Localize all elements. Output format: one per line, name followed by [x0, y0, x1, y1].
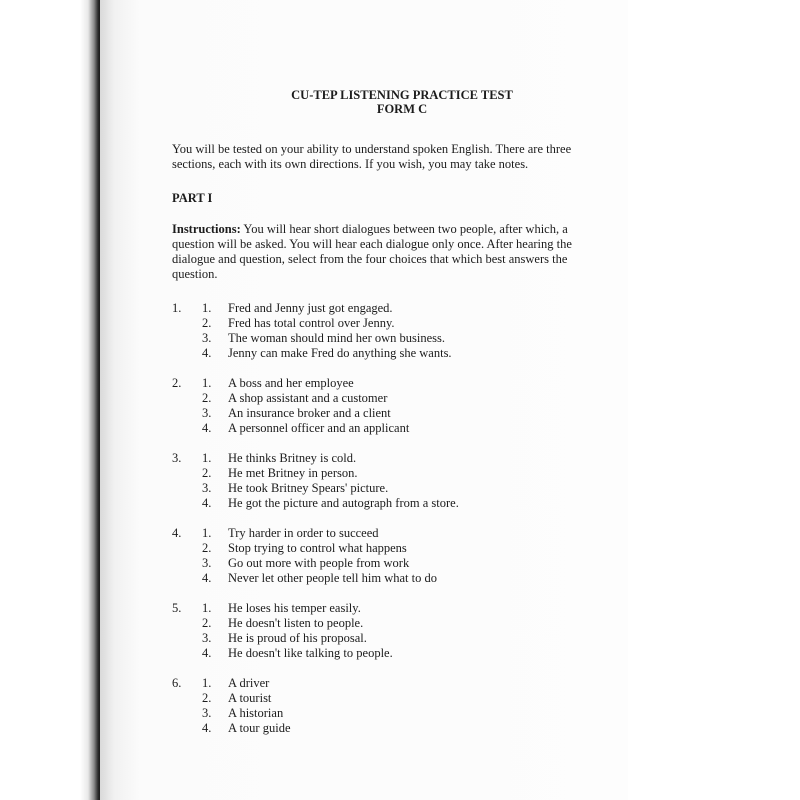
option-number: 4. — [202, 346, 212, 360]
option-number: 3. — [202, 631, 212, 645]
answer-option — [172, 496, 592, 511]
option-text: A driver — [228, 676, 270, 690]
option-text: He met Britney in person. — [228, 466, 358, 480]
option-text: An insurance broker and a client — [228, 406, 391, 420]
instructions-text: You will hear short dialogues between two people, after which, a question will be asked. You will hear each dialogue only once. After hearing the dialogue and question, select from the four choices that which best answers the question. — [172, 222, 572, 281]
question-number: 2. — [172, 376, 182, 390]
title-line-1: CU-TEP LISTENING PRACTICE TEST — [291, 88, 513, 102]
instructions-label: Instructions: — [172, 222, 241, 236]
option-text: A personnel officer and an applicant — [228, 421, 410, 435]
option-number: 4. — [202, 421, 212, 435]
option-text: A boss and her employee — [228, 376, 354, 390]
question-2 — [172, 376, 592, 436]
option-text: He doesn't listen to people. — [228, 616, 364, 630]
option-text: He doesn't like talking to people. — [228, 646, 393, 660]
answer-option — [172, 331, 592, 346]
option-text: Fred has total control over Jenny. — [228, 316, 395, 330]
option-number: 3. — [202, 331, 212, 345]
answer-option — [172, 691, 592, 706]
option-number: 2. — [202, 691, 212, 705]
answer-option — [172, 376, 592, 391]
option-text: A shop assistant and a customer — [228, 391, 388, 405]
option-text: Fred and Jenny just got engaged. — [228, 301, 393, 315]
answer-option — [172, 721, 592, 736]
question-5 — [172, 601, 592, 661]
answer-option — [172, 451, 592, 466]
option-text: Stop trying to control what happens — [228, 541, 407, 555]
answer-option — [172, 391, 592, 406]
option-number: 3. — [202, 481, 212, 495]
scan-background — [628, 0, 800, 800]
option-text: He thinks Britney is cold. — [228, 451, 357, 465]
option-text: He is proud of his proposal. — [228, 631, 367, 645]
intro-paragraph: You will be tested on your ability to understand spoken English. There are three sections, each with its own directions. If you wish, you may take notes. — [172, 142, 572, 171]
answer-option — [172, 706, 592, 721]
option-number: 1. — [202, 376, 212, 390]
answer-option — [172, 571, 592, 586]
document-title — [212, 88, 592, 116]
answer-option — [172, 601, 592, 616]
instructions-paragraph — [172, 222, 592, 282]
answer-option — [172, 301, 592, 316]
option-number: 4. — [202, 571, 212, 585]
option-number: 2. — [202, 616, 212, 630]
answer-option — [172, 481, 592, 496]
option-text: Try harder in order to succeed — [228, 526, 379, 540]
answer-option — [172, 616, 592, 631]
option-number: 4. — [202, 721, 212, 735]
answer-option — [172, 631, 592, 646]
option-number: 2. — [202, 541, 212, 555]
answer-option — [172, 676, 592, 691]
book-binding-shadow — [0, 0, 100, 800]
title-line-2: FORM C — [376, 102, 428, 116]
part-heading: PART I — [172, 191, 213, 205]
option-number: 2. — [202, 466, 212, 480]
option-number: 4. — [202, 496, 212, 510]
option-number: 1. — [202, 676, 212, 690]
option-text: The woman should mind her own business. — [228, 331, 445, 345]
option-text: He loses his temper easily. — [228, 601, 361, 615]
answer-option — [172, 406, 592, 421]
option-text: Never let other people tell him what to do — [228, 571, 437, 585]
answer-option — [172, 526, 592, 541]
question-number: 5. — [172, 601, 182, 615]
question-number: 3. — [172, 451, 182, 465]
document-content — [172, 88, 592, 751]
answer-option — [172, 466, 592, 481]
option-text: A tourist — [228, 691, 272, 705]
option-number: 3. — [202, 406, 212, 420]
option-number: 2. — [202, 391, 212, 405]
option-number: 2. — [202, 316, 212, 330]
answer-option — [172, 556, 592, 571]
option-text: A tour guide — [228, 721, 291, 735]
option-text: A historian — [228, 706, 284, 720]
question-number: 4. — [172, 526, 182, 540]
question-number: 1. — [172, 301, 182, 315]
option-number: 1. — [202, 526, 212, 540]
question-4 — [172, 526, 592, 586]
option-text: Jenny can make Fred do anything she wants. — [228, 346, 452, 360]
answer-option — [172, 646, 592, 661]
question-list — [172, 301, 592, 736]
option-number: 1. — [202, 601, 212, 615]
option-number: 3. — [202, 706, 212, 720]
option-number: 4. — [202, 646, 212, 660]
option-number: 3. — [202, 556, 212, 570]
question-number: 6. — [172, 676, 182, 690]
answer-option — [172, 316, 592, 331]
question-6 — [172, 676, 592, 736]
answer-option — [172, 541, 592, 556]
paper-page — [100, 0, 628, 800]
option-text: He got the picture and autograph from a store. — [228, 496, 459, 510]
option-number: 1. — [202, 451, 212, 465]
question-1 — [172, 301, 592, 361]
option-text: He took Britney Spears' picture. — [228, 481, 389, 495]
option-text: Go out more with people from work — [228, 556, 410, 570]
answer-option — [172, 421, 592, 436]
option-number: 1. — [202, 301, 212, 315]
answer-option — [172, 346, 592, 361]
question-3 — [172, 451, 592, 511]
